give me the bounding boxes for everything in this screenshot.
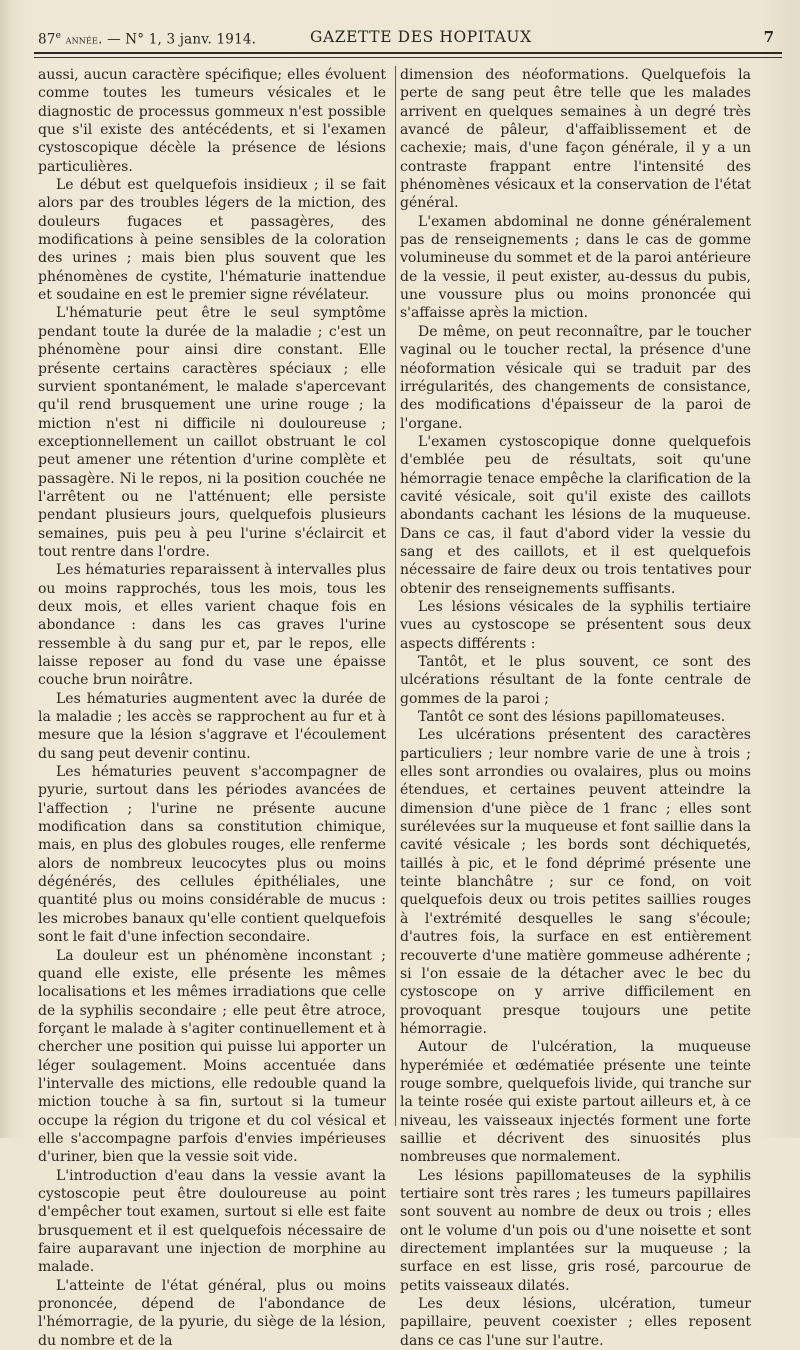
paragraph: De même, on peut reconnaître, par le toucher vaginal ou le toucher rectal, la présence d'une néoformation vésicale qui se traduit par des irrégularités, des changements de consistance, des modifications d'épaisseur de la paroi de l'organe. xyxy=(400,323,751,432)
journal-title: GAZETTE DES HOPITAUX xyxy=(310,28,532,46)
column-divider xyxy=(395,66,396,1126)
paragraph: L'hématurie peut être le seul symptôme pendant toute la durée de la maladie ; c'est un phénomène pour ainsi dire constant. Elle présente certains caractères spéciaux ; elle survient spontanément, le malade s'apercevant qu'il rend brusquement une urine rouge ; la miction n'est ni difficile ni douloureuse ; exceptionnellement un caillot obstruant le col peut amener une rétention d'urine complète et passagère. Ni le repos, ni la position couchée ne l'arrêtent ou ne l'atténuent; elle persiste pendant plusieurs jours, quelquefois plusieurs semaines, puis peu à peu l'urine s'éclaircit et tout rentre dans l'ordre. xyxy=(38,305,386,560)
paragraph: Les hématuries peuvent s'accompagner de pyurie, surtout dans les périodes avancées de l'affection ; l'urine ne présente aucune modification dans sa constitution chimique, mais, en plus des globules rouges, elle renferme alors de nombreux leucocytes plus ou moins dégénérés, des cellules épithéliales, une quantité plus ou moins considérable de mucus : les microbes banaux qu'elle contient quelquefois sont le fait d'une infection secondaire. xyxy=(38,764,386,946)
paragraph: Tantôt ce sont des lésions papillomateuses. xyxy=(418,709,726,726)
paragraph: Autour de l'ulcération, la muqueuse hyperémiée et œdématiée présente une teinte rouge sombre, quelquefois livide, qui tranche sur la teinte rosée qui existe partout ailleurs et, à ce niveau, les vaisseaux injectés forment une forte saillie et décrivent des sinuosités plus nombreuses que normalement. xyxy=(400,1039,751,1166)
paragraph: L'examen cystoscopique donne quelquefois d'emblée peu de résultats, soit qu'une hémorragie tenace empêche la clarification de la cavité vésicale, soit qu'il existe des caillots abondants cachant les lésions de la muqueuse. Dans ce cas, il faut d'abord vider la vessie du sang et des caillots, et il est quelquefois nécessaire de faire deux ou trois tentatives pour obtenir des renseignements suffisants. xyxy=(400,433,751,597)
paragraph: Les ulcérations présentent des caractères particuliers ; leur nombre varie de une à trois ; elles sont arrondies ou ovalaires, plus ou moins étendues, et certaines peuvent atteindre la dimension d'une pièce de 1 franc ; elles sont surélevées sur la muqueuse et font saillie dans la cavité vésicale ; les bords sont déchiquetés, taillés à pic, et le fond déprimé présente une teinte blanchâtre ; sur ce fond, on voit quelquefois deux ou trois petites saillies rouges à l'extrémité desquelles le sang s'écoule; d'autres fois, la surface en est entièrement recouverte d'une matière gommeuse adhérente ; si l'on essaie de la détacher avec le bec du cystoscope on y arrive difficilement en provoquant presque toujours une petite hémorragie. xyxy=(400,727,751,1037)
page-header xyxy=(34,28,782,50)
paragraph: Le début est quelquefois insidieux ; il se fait alors par des troubles légers de la miction, des douleurs fugaces et passagères, des modifications à peine sensibles de la coloration des urines ; mais bien plus souvent que les phénomènes de cystite, l'hématurie inattendue et soudaine en est le premier signe révélateur. xyxy=(38,177,386,304)
paragraph: dimension des néoformations. Quelquefois la perte de sang peut être telle que les malades arrivent en quelques semaines à un degré très avancé de pâleur, d'affaiblissement et de cachexie; mais, d'une façon générale, il y a un contraste frappant entre l'intensité des phénomènes vésicaux et la conservation de l'état général. xyxy=(400,67,751,212)
paragraph: Les hématuries augmentent avec la durée de la maladie ; les accès se rapprochent au fur et à mesure que la lésion s'aggrave et l'écoulement du sang peut devenir continu. xyxy=(38,690,386,762)
issue-info: 87e année. — N° 1, 3 janv. 1914. xyxy=(38,31,257,48)
paragraph: Tantôt, et le plus souvent, ce sont des ulcérations résultant de la fonte centrale de gommes de la paroi ; xyxy=(400,654,751,707)
paragraph: Les deux lésions, ulcération, tumeur papillaire, peuvent coexister ; elles reposent dans ce cas l'une sur l'autre. xyxy=(400,1296,751,1349)
page-number: 7 xyxy=(763,28,774,46)
header-rule-thin xyxy=(34,57,782,58)
paragraph: L'examen abdominal ne donne généralement pas de renseignements ; dans le cas de gomme volumineuse du sommet et de la paroi antérieure de la vessie, il peut exister, au-dessus du pubis, une voussure plus ou moins prononcée qui s'affaisse après la miction. xyxy=(400,213,751,322)
paragraph: Les lésions vésicales de la syphilis tertiaire vues au cystoscope se présentent sous deux aspects différents : xyxy=(400,598,751,652)
paragraph: Les lésions papillomateuses de la syphilis tertiaire sont très rares ; les tumeurs papillaires sont souvent au nombre de deux ou trois ; elles ont le volume d'un pois ou d'une noisette et sont directement implantées sur la muqueuse ; la surface en est lisse, gris rosé, parcourue de petits vaisseaux dilatés. xyxy=(400,1167,751,1294)
paragraph: L'atteinte de l'état général, plus ou moins prononcée, dépend de l'abondance de l'hémorragie, de la pyurie, du siège de la lésion, du nombre et de la xyxy=(38,1277,386,1349)
header-rule xyxy=(34,52,782,54)
left-column xyxy=(38,66,386,1350)
paragraph: L'introduction d'eau dans la vessie avant la cystoscopie peut être douloureuse au point d'empêcher tout examen, surtout si elle est faite brusquement et il est quelquefois nécessaire de faire auparavant une injection de morphine au malade. xyxy=(38,1167,386,1276)
paragraph: La douleur est un phénomène inconstant ; quand elle existe, elle présente les mêmes localisations et les mêmes irradiations que celle de la syphilis secondaire ; elle peut être atroce, forçant le malade à s'agiter continuellement et à chercher une position qui puisse lui apporter un léger soulagement. Moins accentuée dans l'intervalle des mictions, elle redouble quand la miction touche à sa fin, surtout si la tumeur occupe la région du trigone et du col vésical et elle s'accompagne parfois d'envies impérieuses d'uriner, bien que la vessie soit vide. xyxy=(38,947,386,1166)
right-column xyxy=(400,66,751,1350)
paragraph: aussi, aucun caractère spécifique; elles évoluent comme toutes les tumeurs vésicales et le diagnostic de processus gommeux n'est possible que s'il existe des antécédents, et si l'examen cystoscopique décèle la présence de lésions particulières. xyxy=(38,67,386,175)
paragraph: Les hématuries reparaissent à intervalles plus ou moins rapprochés, tous les mois, tous les deux mois, et elles varient chaque fois en abondance : dans les cas graves l'urine ressemble à du sang pur et, par le repos, elle laisse reposer au fond du vase une épaisse couche brun noirâtre. xyxy=(38,562,386,689)
